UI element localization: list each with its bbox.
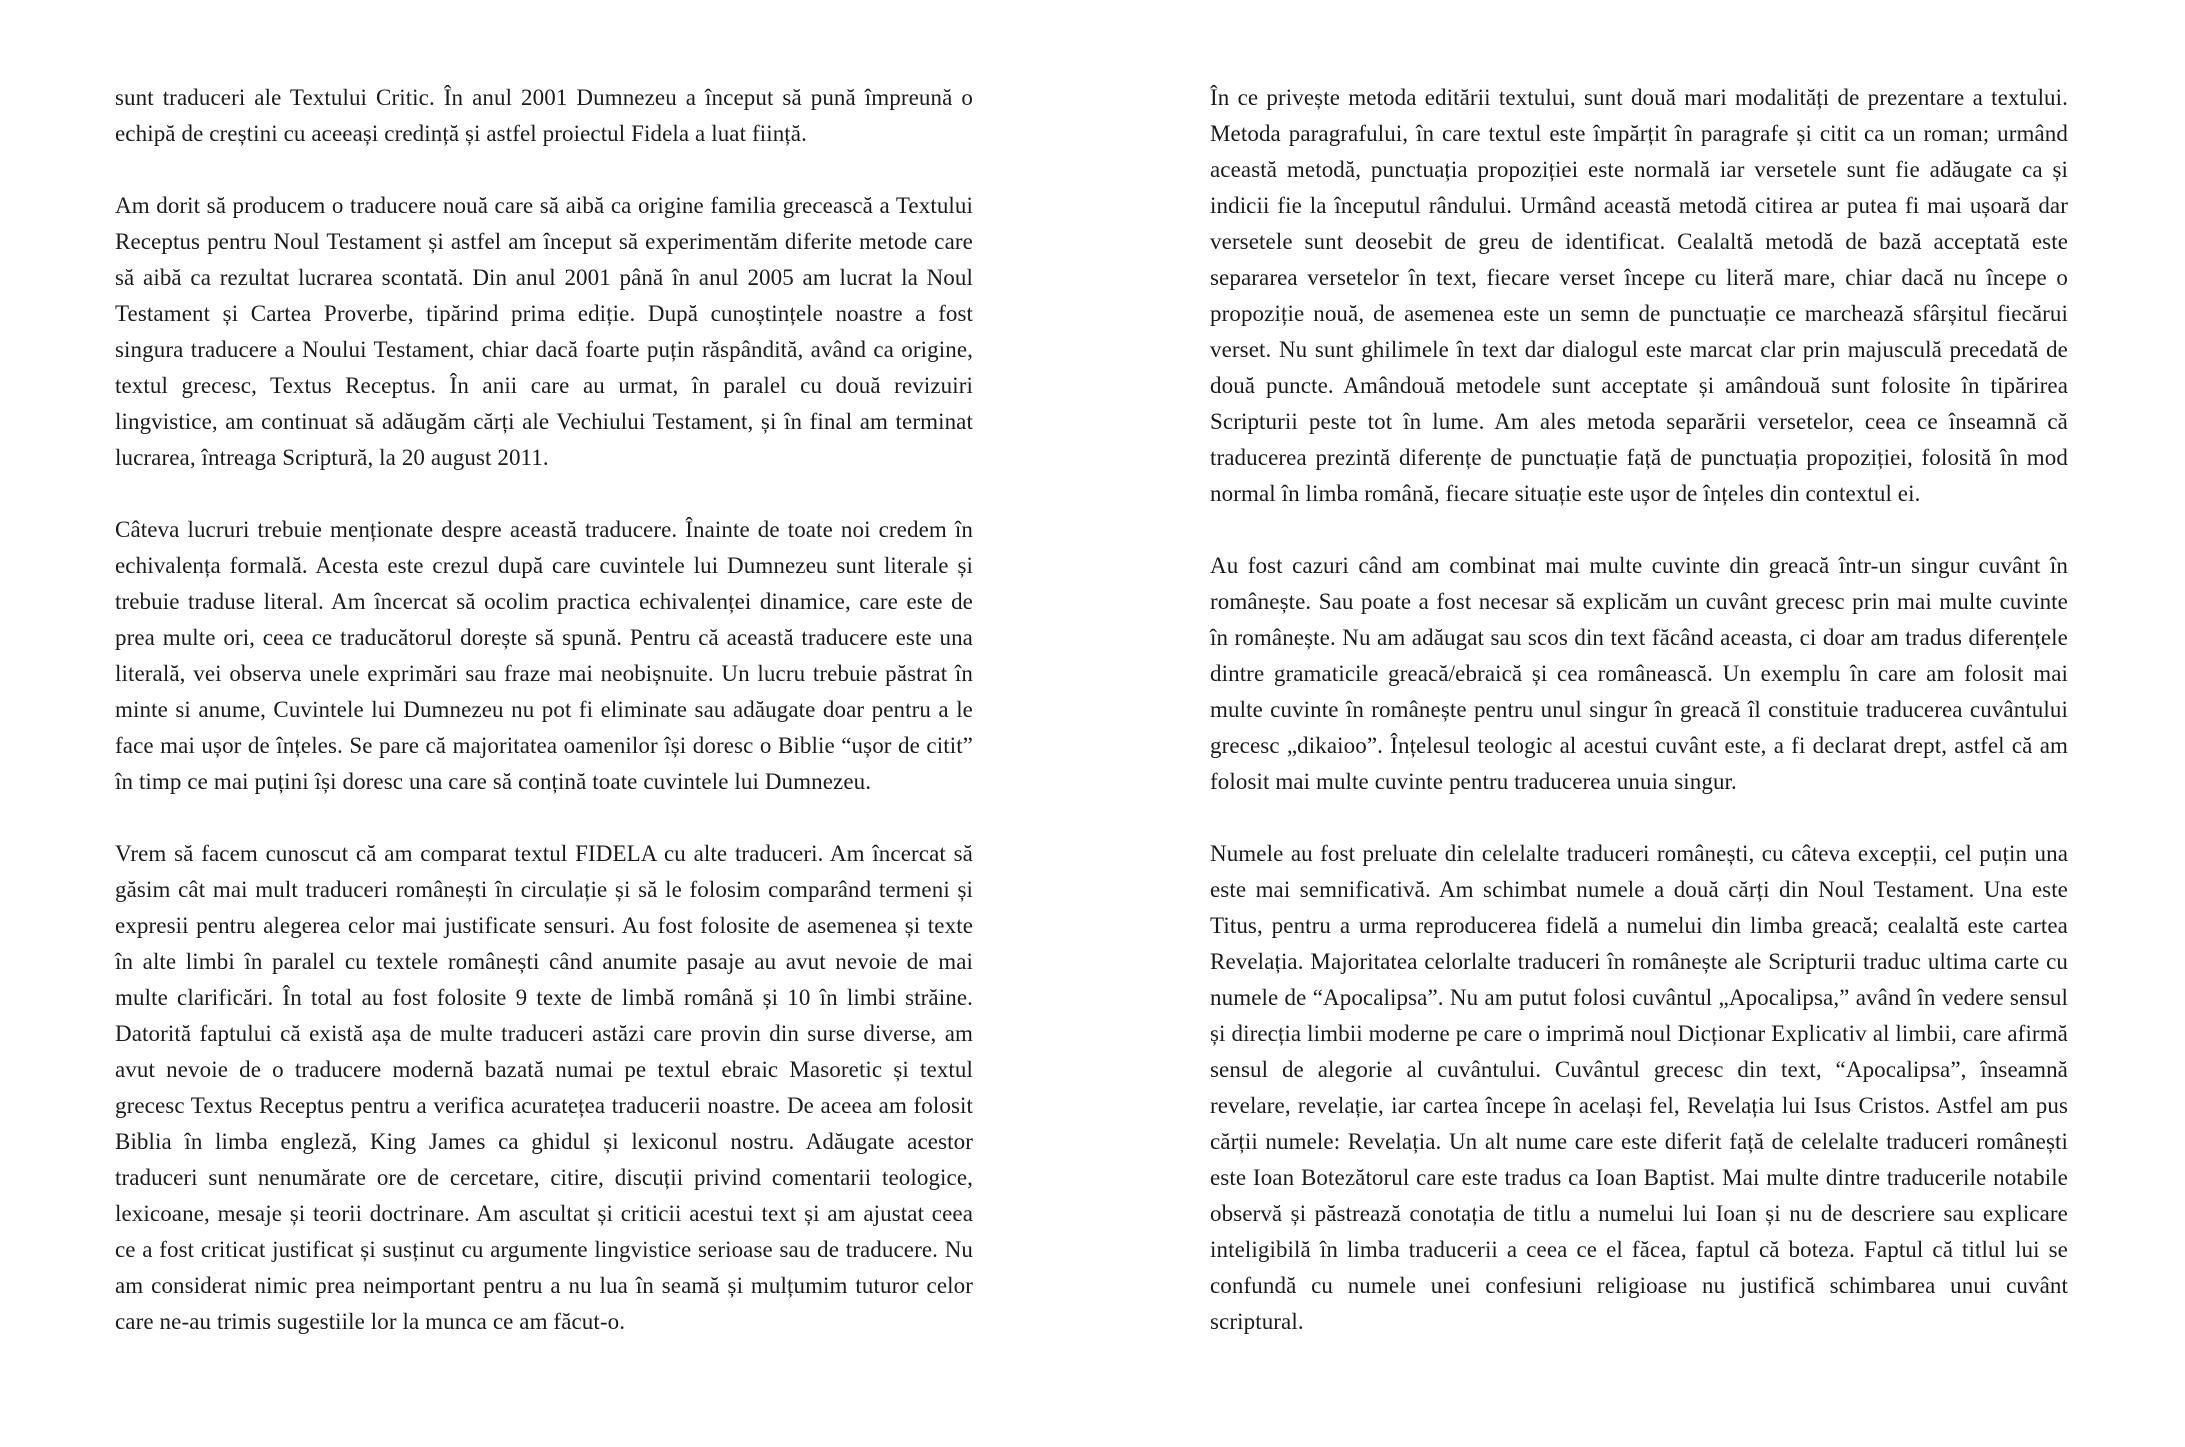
paragraph: sunt traduceri ale Textului Critic. În anul 2001 Dumnezeu a început să pună împreună o echipă de creștini cu aceeași credință și astfel proiectul Fidela a luat ființă.: [115, 85, 973, 146]
text-column-left: [115, 80, 973, 1340]
text-column-right: [1210, 80, 2068, 1340]
paragraph: Vrem să facem cunoscut că am comparat textul FIDELA cu alte traduceri. Am încercat să găsim cât mai mult traduceri românești în circulație și să le folosim comparând termeni și expresii pentru alegerea celor mai justificate sensuri. Au fost folosite de asemenea și texte în alte limbi în paralel cu textele românești când anumite pasaje au avut nevoie de mai multe clarificări. În total au fost folosite 9 texte de limbă română și 10 în limbi străine. Datorită faptului că există așa de multe traduceri astăzi care provin din surse diverse, am avut nevoie de o traducere modernă bazată numai pe textul ebraic Masoretic și textul grecesc Textus Receptus pentru a verifica acuratețea traducerii noastre. De aceea am folosit Biblia în limba engleză, King James ca ghidul și lexiconul nostru. Adăugate acestor traduceri sunt nenumărate ore de cercetare, citire, discuții privind comentarii teologice, lexicoane, mesaje și teorii doctrinare. Am ascultat și criticii acestui text și am ajustat ceea ce a fost criticat justificat și susținut cu argumente lingvistice serioase sau de traducere. Nu am considerat nimic prea neimportant pentru a nu lua în seamă și mulțumim tuturor celor care ne-au trimis sugestiile lor la munca ce am făcut-o.: [115, 841, 973, 1334]
paragraph: Câteva lucruri trebuie menționate despre această traducere. Înainte de toate noi credem în echivalența formală. Acesta este crezul după care cuvintele lui Dumnezeu sunt literale și trebuie traduse literal. Am încercat să ocolim practica echivalenței dinamice, care este de prea multe ori, ceea ce traducătorul dorește să spună. Pentru că această traducere este una literală, vei observa unele exprimări sau fraze mai neobișnuite. Un lucru trebuie păstrat în minte si anume, Cuvintele lui Dumnezeu nu pot fi eliminate sau adăugate doar pentru a le face mai ușor de înțeles. Se pare că majoritatea oamenilor își doresc o Biblie “ușor de citit” în timp ce mai puțini își doresc una care să conțină toate cuvintele lui Dumnezeu.: [115, 517, 973, 794]
paragraph: Au fost cazuri când am combinat mai multe cuvinte din greacă într-un singur cuvânt în românește. Sau poate a fost necesar să explicăm un cuvânt grecesc prin mai multe cuvinte în românește. Nu am adăugat sau scos din text făcând aceasta, ci doar am tradus diferențele dintre gramaticile greacă/ebraică și cea românească. Un exemplu în care am folosit mai multe cuvinte în românește pentru unul singur în greacă îl constituie traducerea cuvântului grecesc „dikaioo”. Înțelesul teologic al acestui cuvânt este, a fi declarat drept, astfel că am folosit mai multe cuvinte pentru traducerea unuia singur.: [1210, 553, 2068, 794]
paragraph: Numele au fost preluate din celelalte traduceri românești, cu câteva excepții, cel puțin una este mai semnificativă. Am schimbat numele a două cărți din Noul Testament. Una este Titus, pentru a urma reproducerea fidelă a numelui din limba greacă; cealaltă este cartea Revelația. Majoritatea celorlalte traduceri în românește ale Scripturii traduc ultima carte cu numele de “Apocalipsa”. Nu am putut folosi cuvântul „Apocalipsa,” având în vedere sensul și direcția limbii moderne pe care o imprimă noul Dicționar Explicativ al limbii, care afirmă sensul de alegorie al cuvântului. Cuvântul grecesc din text, “Apocalipsa”, înseamnă revelare, revelație, iar cartea începe în același fel, Revelația lui Isus Cristos. Astfel am pus cărții numele: Revelația. Un alt nume care este diferit față de celelalte traduceri românești este Ioan Botezătorul care este tradus ca Ioan Baptist. Mai multe dintre traducerile notabile observă și păstrează conotația de titlu a numelui lui Ioan și nu de descriere sau explicare inteligibilă în limba traducerii a ceea ce el făcea, faptul că boteza. Faptul că titlul lui se confundă cu numele unei confesiuni religioase nu justifică schimbarea unui cuvânt scriptural.: [1210, 841, 2068, 1334]
paragraph: În ce privește metoda editării textului, sunt două mari modalități de prezentare a textului. Metoda paragrafului, în care textul este împărțit în paragrafe și citit ca un roman; urmând această metodă, punctuația propoziției este normală iar versetele sunt fie adăugate ca și indicii fie la începutul rândului. Urmând această metodă citirea ar putea fi mai ușoară dar versetele sunt deosebit de greu de identificat. Cealaltă metodă de bază acceptată este separarea versetelor în text, fiecare verset începe cu literă mare, chiar dacă nu începe o propoziție nouă, de asemenea este un semn de punctuație ce marchează sfârșitul fiecărui verset. Nu sunt ghilimele în text dar dialogul este marcat clar prin majusculă precedată de două puncte. Amândouă metodele sunt acceptate și amândouă sunt folosite în tipărirea Scripturii peste tot în lume. Am ales metoda separării versetelor, ceea ce înseamnă că traducerea prezintă diferențe de punctuație față de punctuația propoziției, folosită în mod normal în limba română, fiecare situație este ușor de înțeles din contextul ei.: [1210, 85, 2068, 506]
paragraph: Am dorit să producem o traducere nouă care să aibă ca origine familia grecească a Textului Receptus pentru Noul Testament și astfel am început să experimentăm diferite metode care să aibă ca rezultat lucrarea scontată. Din anul 2001 până în anul 2005 am lucrat la Noul Testament și Cartea Proverbe, tipărind prima ediție. După cunoștințele noastre a fost singura traducere a Noului Testament, chiar dacă foarte puțin răspândită, având ca origine, textul grecesc, Textus Receptus. În anii care au urmat, în paralel cu două revizuiri lingvistice, am continuat să adăugăm cărți ale Vechiului Testament, și în final am terminat lucrarea, întreaga Scriptură, la 20 august 2011.: [115, 193, 973, 470]
